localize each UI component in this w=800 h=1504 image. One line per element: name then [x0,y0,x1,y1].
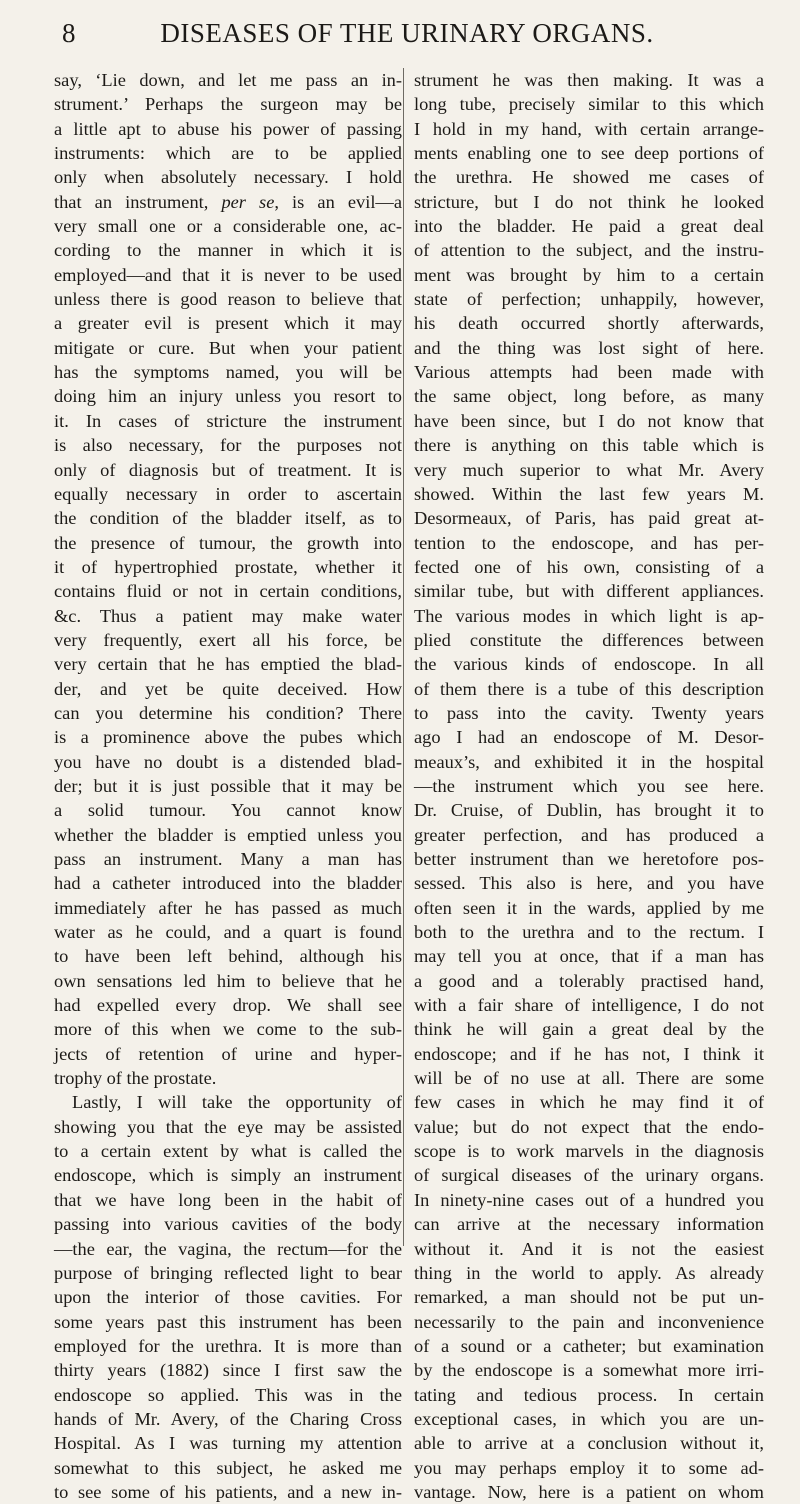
text-line: of a sound or a catheter; but examination [414,1335,764,1356]
text-line: somewhat to this subject, he asked me [54,1457,402,1478]
text-line: plied constitute the differences between [414,629,764,650]
right-text-column [414,68,764,1504]
text-line: had expelled every drop. We shall see [54,995,402,1016]
text-line: often seen it in the wards, applied by me [414,897,764,918]
text-line: has the symptoms named, you will be [54,362,402,383]
text-line: very frequently, exert all his force, be [54,629,402,650]
text-line: with a fair share of intelligence, I do not [414,995,764,1016]
text-line: can arrive at the necessary information [414,1214,764,1235]
text-line: meaux’s, and exhibited it in the hospital [414,751,764,772]
text-line: thirty years (1882) since I first saw the [54,1360,402,1381]
text-line: Hospital. As I was turning my attention [54,1433,402,1454]
text-line: it. In cases of stricture the instrument [54,410,402,431]
text-line: remarked, a man should not be put un- [414,1287,764,1308]
text-line: instruments: which are to be applied [54,143,402,164]
text-line: In ninety-nine cases out of a hundred you [414,1189,764,1210]
text-line: water as he could, and a quart is found [54,922,402,943]
text-line: of attention to the subject, and the instru- [414,240,764,261]
text-line: Lastly, I will take the opportunity of [72,1092,402,1113]
text-line: Various attempts had been made with [414,362,764,383]
text-line: his death occurred shortly afterwards, [414,313,764,334]
text-line: ago I had an endoscope of M. Desor- [414,727,764,748]
text-line: there is anything on this table which is [414,435,764,456]
text-line: to pass into the cavity. Twenty years [414,702,764,723]
text-line: mitigate or cure. But when your patient [54,337,402,358]
text-line: a good and a tolerably practised hand, [414,970,764,991]
text-line: only of diagnosis but of treatment. It is [54,459,402,480]
text-line: more of this when we come to the sub- [54,1019,402,1040]
text-line: to see some of his patients, and a new in- [54,1481,402,1502]
text-line: own sensations led him to believe that he [54,970,402,991]
running-title: DISEASES OF THE URINARY ORGANS. [160,18,654,48]
text-line: the condition of the bladder itself, as to [54,508,402,529]
text-line: endoscope, which is simply an instrument [54,1165,402,1186]
text-line: can you determine his condition? There [54,702,402,723]
text-line: ments enabling one to see deep portions of [414,143,764,164]
text-line: is a prominence above the pubes which [54,727,402,748]
text-line: fected one of his own, consisting of a [414,556,764,577]
page-header [54,18,760,54]
text-line: contains fluid or not in certain conditions, [54,581,402,602]
text-line: showing you that the eye may be assisted [54,1116,402,1137]
text-line: employed—and that it is never to be used [54,264,402,285]
text-line: similar tube, but with different appliances. [414,581,764,602]
text-line: showed. Within the last few years M. [414,483,764,504]
text-line: immediately after he has passed as much [54,897,402,918]
text-line: Desormeaux, of Paris, has paid great at- [414,508,764,529]
text-line: may tell you at once, that if a man has [414,946,764,967]
text-line: some years past this instrument has been [54,1311,402,1332]
text-line: tention to the endoscope, and has per- [414,532,764,553]
text-line: long tube, precisely similar to this which [414,94,764,115]
text-line: I hold in my hand, with certain arrange- [414,118,764,139]
text-line: thing in the world to apply. As already [414,1262,764,1283]
text-line: able to arrive at a conclusion without it, [414,1433,764,1454]
text-line: der; but it is just possible that it may be [54,775,402,796]
text-line: the presence of tumour, the growth into [54,532,402,553]
text-line: employed for the urethra. It is more than [54,1335,402,1356]
text-line: Dr. Cruise, of Dublin, has brought it to [414,800,764,821]
text-line: the urethra. He showed me cases of [414,167,764,188]
text-line: you have no doubt is a distended blad- [54,751,402,772]
text-line: to a certain extent by what is called the [54,1141,402,1162]
text-line: a solid tumour. You cannot know [54,800,402,821]
text-line: very small one or a considerable one, ac- [54,216,402,237]
text-line: and the thing was lost sight of here. [414,337,764,358]
text-line: strument he was then making. It was a [414,70,764,90]
text-line: sessed. This also is here, and you have [414,873,764,894]
text-line: you may perhaps employ it to some ad- [414,1457,764,1478]
column-divider [403,68,404,1246]
text-line: a little apt to abuse his power of passing [54,118,402,139]
text-line: it of hypertrophied prostate, whether it [54,556,402,577]
text-line: a greater evil is present which it may [54,313,402,334]
text-line: passing into various cavities of the body [54,1214,402,1235]
text-line: is also necessary, for the purposes not [54,435,402,456]
text-line: greater perfection, and has produced a [414,824,764,845]
text-line: —the instrument which you see here. [414,775,764,796]
text-line: only when absolutely necessary. I hold [54,167,402,188]
text-line: better instrument than we heretofore pos- [414,849,764,869]
text-line: say, ‘Lie down, and let me pass an in- [54,70,402,90]
text-line: scope is to work marvels in the diagnosis [414,1141,764,1162]
text-line: pass an instrument. Many a man has [54,849,402,869]
text-line: have been since, but I do not know that [414,410,764,431]
text-line: The various modes in which light is ap- [414,605,764,626]
text-line: purpose of bringing reflected light to bear [54,1262,402,1283]
text-line: tating and tedious process. In certain [414,1384,764,1405]
text-line: doing him an injury unless you resort to [54,386,402,407]
text-line: cording to the manner in which it is [54,240,402,261]
text-line: necessarily to the pain and inconvenience [414,1311,764,1332]
text-line: strument.’ Perhaps the surgeon may be [54,94,402,115]
text-line: into the bladder. He paid a great deal [414,216,764,237]
text-line: had a catheter introduced into the bladder [54,873,402,894]
text-line: that we have long been in the habit of [54,1189,402,1210]
text-line: der, and yet be quite deceived. How [54,678,402,699]
text-line: of surgical diseases of the urinary organs. [414,1165,764,1186]
text-line: trophy of the prostate. [54,1068,217,1089]
left-text-column [54,68,402,1504]
text-line: without it. And it is not the easiest [414,1238,764,1259]
text-line: think he will gain a great deal by the [414,1019,764,1040]
text-line: endoscope so applied. This was in the [54,1384,402,1405]
text-line: whether the bladder is emptied unless you [54,824,402,845]
page-number: 8 [62,18,76,48]
text-line: endoscope; and if he has not, I think it [414,1043,764,1064]
text-line: will be of no use at all. There are some [414,1068,764,1089]
text-line: &c. Thus a patient may make water [54,605,402,626]
text-line: upon the interior of those cavities. For [54,1287,402,1308]
text-line: state of perfection; unhappily, however, [414,289,764,310]
text-line: jects of retention of urine and hyper- [54,1043,402,1064]
text-line: the same object, long before, as many [414,386,764,407]
text-line: vantage. Now, here is a patient on whom [414,1481,764,1502]
text-line: that an instrument, per se, is an evil—a [54,191,402,212]
text-line: ment was brought by him to a certain [414,264,764,285]
text-line: —the ear, the vagina, the rectum—for the [54,1238,402,1259]
text-line: equally necessary in order to ascertain [54,483,402,504]
text-line: hands of Mr. Avery, of the Charing Cross [54,1408,402,1429]
text-line: the various kinds of endoscope. In all [414,654,764,675]
text-line: of them there is a tube of this description [414,678,764,699]
text-line: very certain that he has emptied the blad- [54,654,402,675]
text-line: few cases in which he may find it of [414,1092,764,1113]
text-line: both to the urethra and to the rectum. I [414,922,764,943]
text-line: exceptional cases, in which you are un- [414,1408,764,1429]
text-line: very much superior to what Mr. Avery [414,459,764,480]
text-line: unless there is good reason to believe that [54,289,402,310]
text-line: to have been left behind, although his [54,946,402,967]
text-line: value; but do not expect that the endo- [414,1116,764,1137]
text-line: stricture, but I do not think he looked [414,191,764,212]
text-line: by the endoscope is a somewhat more irri- [414,1360,764,1381]
